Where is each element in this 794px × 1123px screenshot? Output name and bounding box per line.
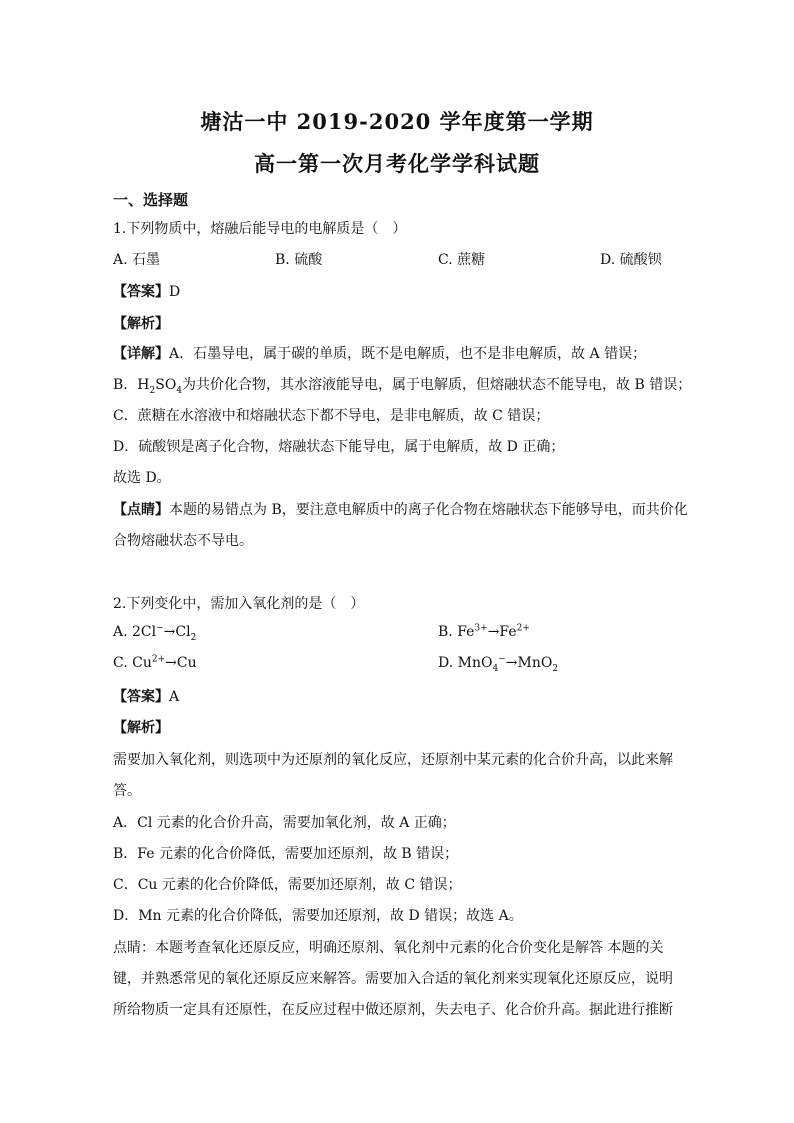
q2-opt-d-sub2: 2 <box>552 663 559 674</box>
q2-opt-b-sup1: 3+ <box>474 623 488 634</box>
q1-option-d: D. 硫酸钡 <box>600 252 662 268</box>
detail-b-post: 为共价化合物，其水溶液能导电，属于电解质，但熔融状态不能导电，故 B 错误； <box>182 377 692 393</box>
detail-b-mid: SO <box>155 377 177 393</box>
note-text: 本题的易错点为 B，要注意电解质中的离子化合物在熔融状态下能够导电，而共价化 <box>169 502 688 518</box>
q1-note-line1 <box>113 499 688 519</box>
q1-detail-b <box>113 374 691 394</box>
q2-tip-line3: 所给物质一定具有还原性，在反应过程中做还原剂，失去电子、化合价升高。据此进行推断 <box>113 1002 673 1018</box>
detail-b-sub2: 4 <box>176 385 183 396</box>
q1-stem: 1.下列物质中，熔融后能导电的电解质是（ ） <box>113 221 407 237</box>
answer-value: A <box>169 689 180 705</box>
detail-a-text: A．石墨导电，属于碳的单质，既不是电解质，也不是非电解质，故 A 错误； <box>169 346 647 362</box>
answer-value: D <box>169 284 181 300</box>
q1-answer <box>113 281 180 301</box>
q2-option-d <box>438 654 559 674</box>
q2-opt-a-mid: →Cl <box>163 624 191 640</box>
q2-answer <box>113 686 179 706</box>
q1-conclusion: 故选 D。 <box>113 470 171 486</box>
q2-opt-d-pre: D. MnO <box>438 655 493 671</box>
q2-opt-a-sup: − <box>156 623 164 634</box>
q2-opt-c-sup: 2+ <box>151 654 166 665</box>
q1-note-line2: 合物熔融状态不导电。 <box>113 533 253 549</box>
detail-b-pre: B．H <box>113 377 150 393</box>
q2-stem: 2.下列变化中，需加入氧化剂的是（ ） <box>113 596 365 612</box>
q2-tip-line2: 键，并熟悉常见的氧化还原反应来解答。需要加入合适的氧化剂来实现氧化还原反应，说明 <box>113 971 673 987</box>
q1-option-b: B. 硫酸 <box>275 252 323 268</box>
q2-detail-a: A．Cl 元素的化合价升高，需要加氧化剂，故 A 正确； <box>113 815 456 831</box>
q2-tip-line1: 点睛：本题考查氧化还原反应，明确还原剂、氧化剂中元素的化合价变化是解答 本题的关 <box>113 940 664 956</box>
document-title-line1: 塘沽一中 2019-2020 学年度第一学期 <box>200 109 594 134</box>
q2-opt-c-pre: C. Cu <box>113 655 152 671</box>
q2-opt-d-sub1: 4 <box>492 663 499 674</box>
q2-opt-b-sup2: 2+ <box>516 623 530 634</box>
q2-detail-d: D．Mn 元素的化合价降低，需要加还原剂，故 D 错误；故选 A。 <box>113 908 523 924</box>
q2-analysis-tag: 【解析】 <box>113 720 169 736</box>
section-heading: 一、选择题 <box>113 191 189 209</box>
q2-opt-b-pre: B. Fe <box>438 624 475 640</box>
q1-option-c: C. 蔗糖 <box>438 252 486 268</box>
q2-opt-c-post: →Cu <box>165 655 197 671</box>
q2-option-c <box>113 655 197 671</box>
q1-option-a: A. 石墨 <box>113 252 161 268</box>
q2-opt-d-mid: →MnO <box>505 655 553 671</box>
q2-opt-d-sup: − <box>498 654 506 665</box>
document-title-line2: 高一第一次月考化学学科试题 <box>254 151 540 176</box>
q2-opt-a-sub: 2 <box>190 632 197 643</box>
q1-analysis-tag: 【解析】 <box>113 316 169 332</box>
q2-detail-b: B．Fe 元素的化合价降低，需要加还原剂，故 B 错误； <box>113 846 459 862</box>
q2-opt-b-mid: →Fe <box>487 624 517 640</box>
q2-option-a <box>113 623 197 643</box>
q1-detail-d: D．硫酸钡是离子化合物，熔融状态下能导电，属于电解质，故 D 正确； <box>113 439 565 455</box>
q2-option-b <box>438 624 530 640</box>
q2-analysis-line2: 答。 <box>113 783 141 799</box>
q2-detail-c: C．Cu 元素的化合价降低，需要加还原剂，故 C 错误； <box>113 877 462 893</box>
detail-b-sub1: 2 <box>149 385 156 396</box>
q2-opt-a-pre: A. 2Cl <box>113 624 157 640</box>
q2-analysis-line1: 需要加入氧化剂，则选项中为还原剂的氧化反应，还原剂中某元素的化合价升高，以此来解 <box>113 752 673 768</box>
detail-tag: 【详解】 <box>113 346 169 362</box>
q1-detail-a <box>113 343 646 363</box>
note-tag: 【点睛】 <box>113 502 169 518</box>
answer-tag: 【答案】 <box>113 284 169 300</box>
answer-tag: 【答案】 <box>113 689 169 705</box>
q1-detail-c: C．蔗糖在水溶液中和熔融状态下都不导电，是非电解质，故 C 错误； <box>113 408 550 424</box>
